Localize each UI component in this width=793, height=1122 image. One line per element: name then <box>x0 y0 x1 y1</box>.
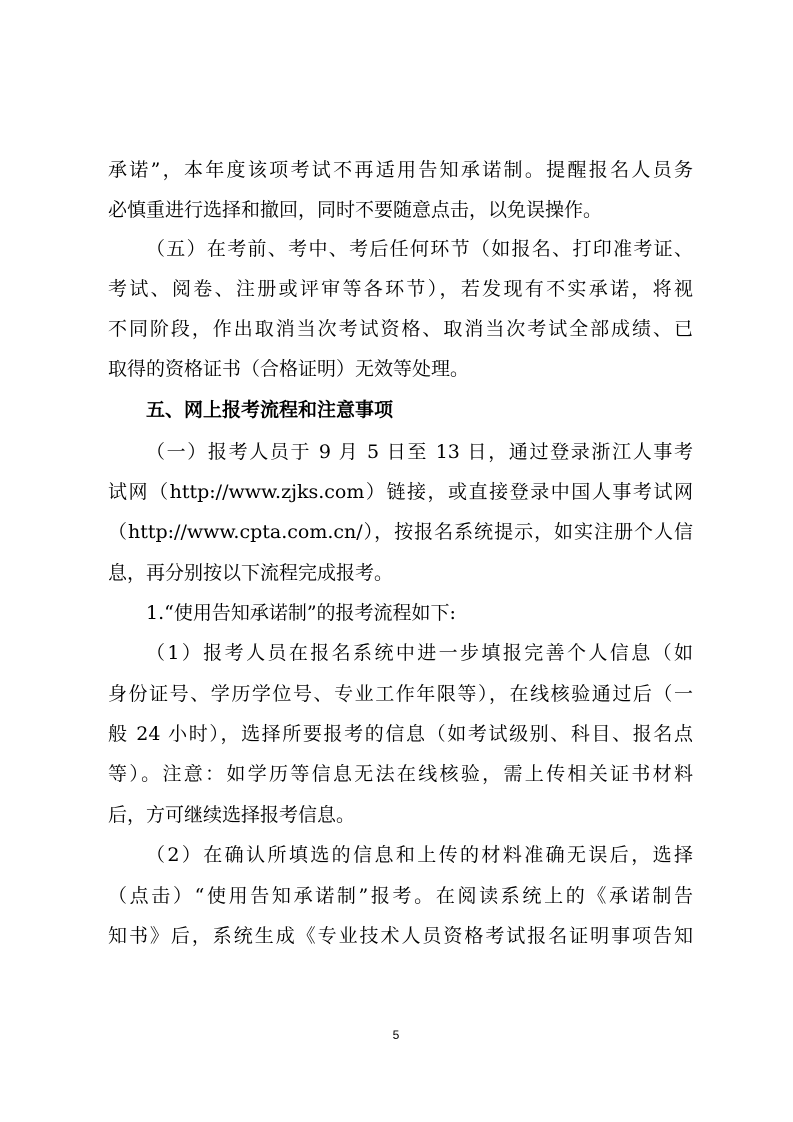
body-text-line: （http://www.cpta.com.cn/），按报名系统提示，如实注册个人信 <box>108 521 693 543</box>
page-number: 5 <box>392 1028 400 1042</box>
body-text-line: （一）报考人员于 9 月 5 日至 13 日，通过登录浙江人事考 <box>146 441 693 463</box>
body-text-line: 息，再分别按以下流程完成报考。 <box>108 562 394 584</box>
body-text-line: 身份证号、学历学位号、专业工作年限等），在线核验通过后（一 <box>108 683 693 705</box>
body-text-line: （点击）“使用告知承诺制”报考。在阅读系统上的《承诺制告 <box>108 885 693 907</box>
body-text-line: （五）在考前、考中、考后任何环节（如报名、打印准考证、 <box>146 238 693 260</box>
body-text-line: 试网（http://www.zjks.com）链接，或直接登录中国人事考试网 <box>108 481 693 503</box>
body-text-line: 不同阶段，作出取消当次考试资格、取消当次考试全部成绩、已 <box>108 318 693 340</box>
body-text-line: （2）在确认所填选的信息和上传的材料准确无误后，选择 <box>146 844 693 866</box>
section-heading: 五、网上报考流程和注意事项 <box>146 399 394 421</box>
body-text-line: 般 24 小时），选择所要报考的信息（如考试级别、科目、报名点 <box>108 723 693 745</box>
body-text-line: 1.“使用告知承诺制”的报考流程如下: <box>146 602 456 624</box>
body-text-line: 等）。注意：如学历等信息无法在线核验，需上传相关证书材料 <box>108 763 693 785</box>
body-text-line: 后，方可继续选择报考信息。 <box>108 804 356 826</box>
body-text-line: 必慎重进行选择和撤回，同时不要随意点击，以免误操作。 <box>108 199 603 221</box>
body-text-line: 考试、阅卷、注册或评审等各环节），若发现有不实承诺，将视 <box>108 278 693 300</box>
body-text-line: （1）报考人员在报名系统中进一步填报完善个人信息（如 <box>146 642 693 664</box>
body-text-line: 取得的资格证书（合格证明）无效等处理。 <box>108 358 470 380</box>
body-text-line: 承诺”，本年度该项考试不再适用告知承诺制。提醒报名人员务 <box>108 159 693 181</box>
body-text-line: 知书》后，系统生成《专业技术人员资格考试报名证明事项告知 <box>108 925 693 947</box>
